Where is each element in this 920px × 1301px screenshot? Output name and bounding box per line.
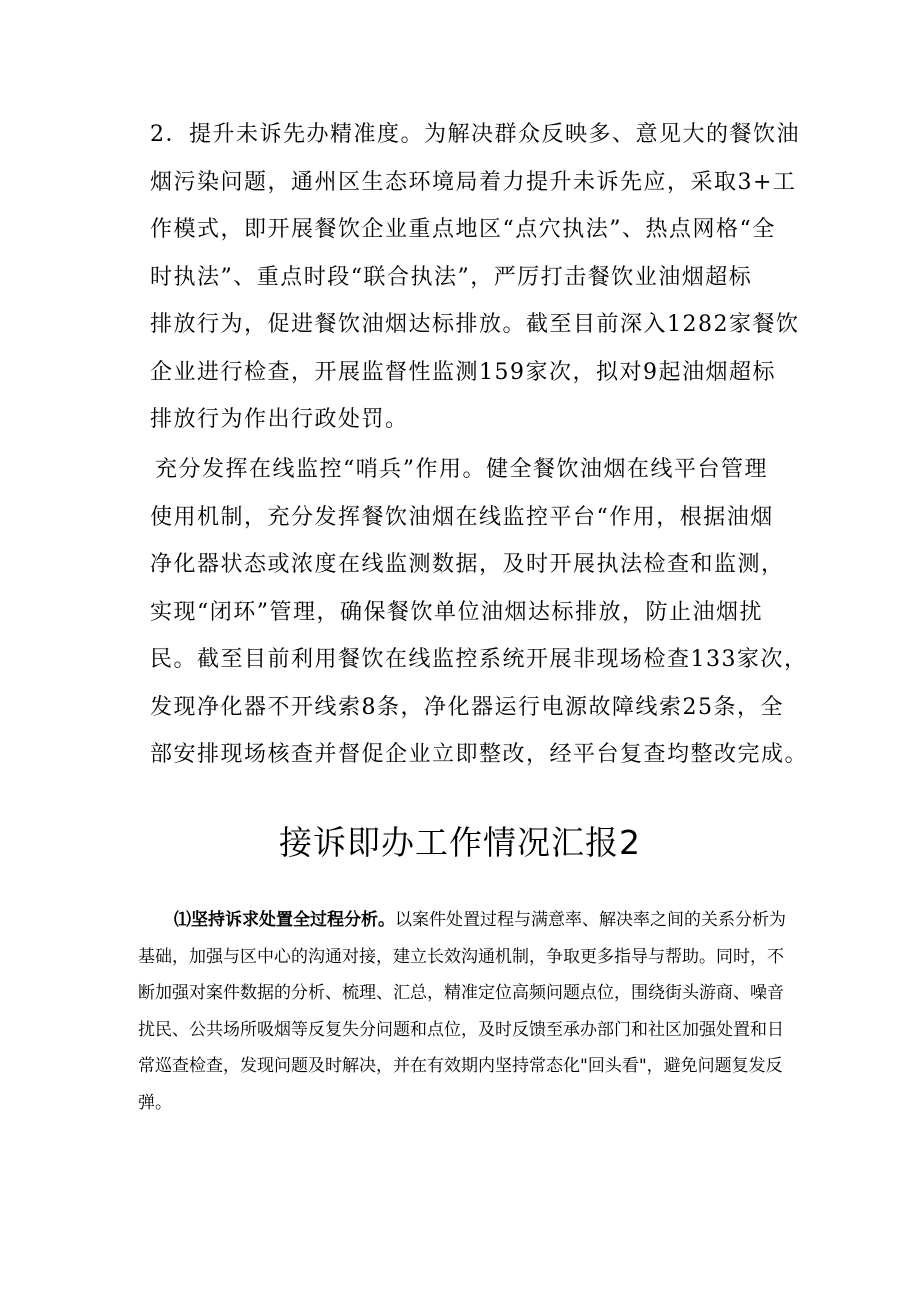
text-line: 断加强对案件数据的分析、梳理、汇总，精准定位高频问题点位，围绕街头游商、噪音 xyxy=(138,983,784,1003)
text-line: 民。截至目前利用餐饮在线监控系统开展非现场检查133家次， xyxy=(150,647,808,672)
bold-lead: ⑴坚持诉求处置全过程分析。 xyxy=(174,910,395,930)
text-line: 排放行为，促进餐饮油烟达标排放。截至目前深入1282家餐饮 xyxy=(150,312,800,337)
text-line: 使用机制，充分发挥餐饮油烟在线监控平台“作用，根据油烟 xyxy=(150,504,774,530)
text-line: 烟污染问题，通州区生态环境局着力提升未诉先应，采取3+工 xyxy=(150,169,797,195)
text-line: 实现“闭环”管理，确保餐饮单位油烟达标排放，防止油烟扰 xyxy=(150,599,763,625)
text-line xyxy=(138,902,798,939)
text-line: 部安排现场核查并督促企业立即整改，经平台复查均整改完成。 xyxy=(150,742,809,767)
text-line: 常巡查检查，发现问题及时解决，并在有效期内坚持常态化"回头看"，避免问题复发反 xyxy=(138,1056,783,1076)
text-line: 排放行为作出行政处罚。 xyxy=(150,407,409,432)
text-line: 弹。 xyxy=(138,1092,172,1113)
text-line: 充分发挥在线监控“哨兵”作用。健全餐饮油烟在线平台管理 xyxy=(155,457,768,482)
paragraph-full-process-analysis xyxy=(138,902,798,1121)
text-line: 作模式，即开展餐饮企业重点地区“点穴执法”、热点网格“全 xyxy=(150,217,776,242)
paragraph-online-monitoring xyxy=(150,446,809,779)
text-line: 发现净化器不开线索8条，净化器运行电源故障线索25条，全 xyxy=(150,694,784,720)
text-line: 企业进行检查，开展监督性监测159家次，拟对9起油烟超标 xyxy=(150,359,776,385)
text-line: 时执法”、重点时段“联合执法”，严厉打击餐饮业油烟超标 xyxy=(150,264,753,290)
text-line: 扰民、公共场所吸烟等反复失分问题和点位，及时反馈至承办部门和社区加强处置和日 xyxy=(138,1019,784,1040)
report-title: 接诉即办工作情况汇报2 xyxy=(279,823,641,862)
text-line: 净化器状态或浓度在线监测数据，及时开展执法检查和监测， xyxy=(150,552,785,577)
paragraph-oil-fume-precision xyxy=(150,111,800,444)
lead-rest: 以案件处置过程与满意率、解决率之间的关系分析为 xyxy=(395,910,786,930)
text-line: 基础，加强与区中心的沟通对接，建立长效沟通机制，争取更多指导与帮助。同时，不 xyxy=(138,946,784,967)
text-line: 2．提升未诉先办精准度。为解决群众反映多、意见大的餐饮油 xyxy=(150,122,800,147)
